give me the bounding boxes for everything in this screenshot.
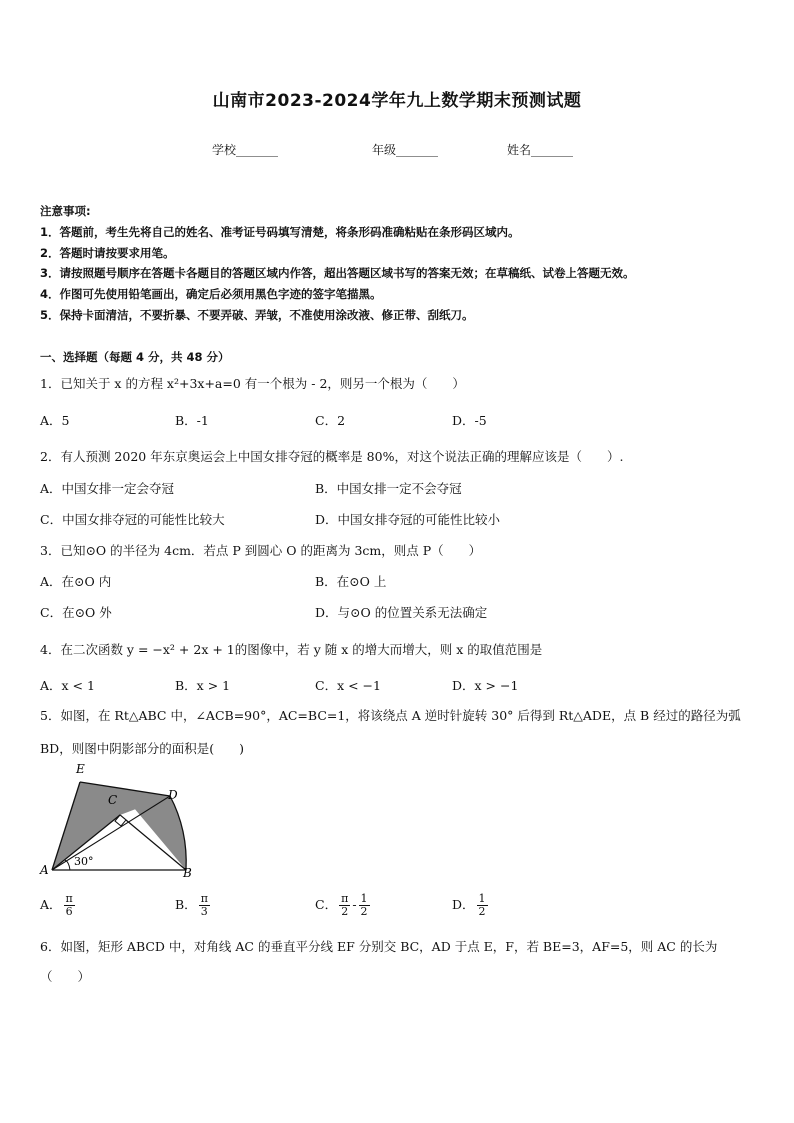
section-heading: 一、选择题（每题 4 分，共 48 分）	[40, 350, 230, 364]
q5-option-b	[175, 893, 212, 918]
label-c: C	[108, 793, 118, 807]
label-b: B	[183, 866, 192, 880]
option-prefix: C．	[315, 897, 338, 912]
option-prefix: A．	[40, 897, 62, 912]
option-prefix: D．	[452, 897, 475, 912]
q3-option-b: B．在⊙O 上	[315, 574, 387, 589]
school-field: 学校_______	[212, 143, 279, 157]
q4-option-b: B．x > 1	[175, 678, 231, 693]
q3-option-a: A．在⊙O 内	[40, 574, 112, 589]
q5-figure	[38, 762, 198, 882]
q2-option-d: D．中国女排夺冠的可能性比较小	[315, 512, 501, 527]
denominator: 3	[200, 905, 208, 918]
label-a: A	[40, 863, 49, 877]
q5-option-a	[40, 893, 77, 918]
q4-option-d: D．x > −1	[452, 678, 519, 693]
question-3-stem: 3．已知⊙O 的半径为 4cm．若点 P 到圆心 O 的距离为 3cm，则点 P（ ）	[40, 543, 482, 558]
denominator: 6	[65, 905, 73, 918]
name-field: 姓名_______	[507, 143, 574, 157]
label-e: E	[76, 762, 85, 776]
question-6-stem: 6．如图，矩形 ABCD 中，对角线 AC 的垂直平分线 EF 分别交 BC，AD 于点 E，F，若 BE=3，AF=5，则 AC 的长为	[40, 939, 718, 954]
option-prefix: B．	[175, 897, 197, 912]
q1-option-b: B．-1	[175, 413, 209, 428]
q5-option-c	[315, 893, 372, 918]
fraction	[477, 893, 488, 918]
q2-option-b: B．中国女排一定不会夺冠	[315, 481, 462, 496]
fraction	[64, 893, 75, 918]
q1-option-c: C．2	[315, 413, 346, 428]
numerator: π	[65, 892, 73, 905]
q4-option-a: A．x < 1	[40, 678, 95, 693]
notice-item: 5．保持卡面清洁，不要折暴、不要弄破、弄皱，不准使用涂改液、修正带、刮纸刀。	[40, 308, 474, 322]
numerator: 1	[360, 892, 368, 905]
notice-item: 2．答题时请按要求用笔。	[40, 246, 175, 260]
denominator: 2	[341, 905, 349, 918]
fraction	[359, 893, 370, 918]
fraction	[339, 893, 350, 918]
notice-item: 4．作图可先使用铅笔画出，确定后必须用黑色字迹的签字笔描黑。	[40, 287, 382, 301]
question-6-stem-cont: （ ）	[40, 969, 91, 984]
notice-item: 3．请按照题号顺序在答题卡各题目的答题区域内作答，超出答题区域书写的答案无效；在草稿纸、试卷上答题无效。	[40, 266, 635, 280]
q5-option-d	[452, 893, 490, 918]
q4-option-c: C．x < −1	[315, 678, 381, 693]
numerator: π	[341, 892, 349, 905]
minus-sign: -	[352, 897, 357, 912]
notice-heading: 注意事项:	[40, 204, 91, 218]
question-1-stem: 1．已知关于 x 的方程 x²+3x+a=0 有一个根为 - 2，则另一个根为（ ）	[40, 376, 465, 391]
question-5-stem: 5．如图，在 Rt△ABC 中，∠ACB=90°，AC=BC=1，将该绕点 A 逆时针旋转 30° 后得到 Rt△ADE，点 B 经过的路径为弧	[40, 708, 741, 723]
numerator: 1	[478, 892, 486, 905]
grade-field: 年级_______	[372, 143, 439, 157]
denominator: 2	[360, 905, 368, 918]
question-5-stem-cont: BD，则图中阴影部分的面积是( )	[40, 741, 244, 756]
q3-option-c: C．在⊙O 外	[40, 605, 112, 620]
page-title: 山南市2023-2024学年九上数学期末预测试题	[212, 91, 582, 111]
q3-option-d: D．与⊙O 的位置关系无法确定	[315, 605, 488, 620]
q1-option-a: A．5	[40, 413, 70, 428]
numerator: π	[200, 892, 208, 905]
q2-option-c: C．中国女排夺冠的可能性比较大	[40, 512, 225, 527]
notice-item: 1．答题前，考生先将自己的姓名、准考证号码填写清楚，将条形码准确粘贴在条形码区域内。	[40, 225, 520, 239]
label-d: D	[168, 788, 178, 802]
question-4-stem: 4．在二次函数 y = −x² + 2x + 1的图像中，若 y 随 x 的增大而增大，则 x 的取值范围是	[40, 642, 543, 657]
denominator: 2	[478, 905, 486, 918]
q1-option-d: D．-5	[452, 413, 487, 428]
label-angle: 30°	[74, 855, 94, 868]
question-2-stem: 2．有人预测 2020 年东京奥运会上中国女排夺冠的概率是 80%，对这个说法正确的理解应该是（ ）.	[40, 449, 624, 464]
q2-option-a: A．中国女排一定会夺冠	[40, 481, 175, 496]
fraction	[199, 893, 210, 918]
